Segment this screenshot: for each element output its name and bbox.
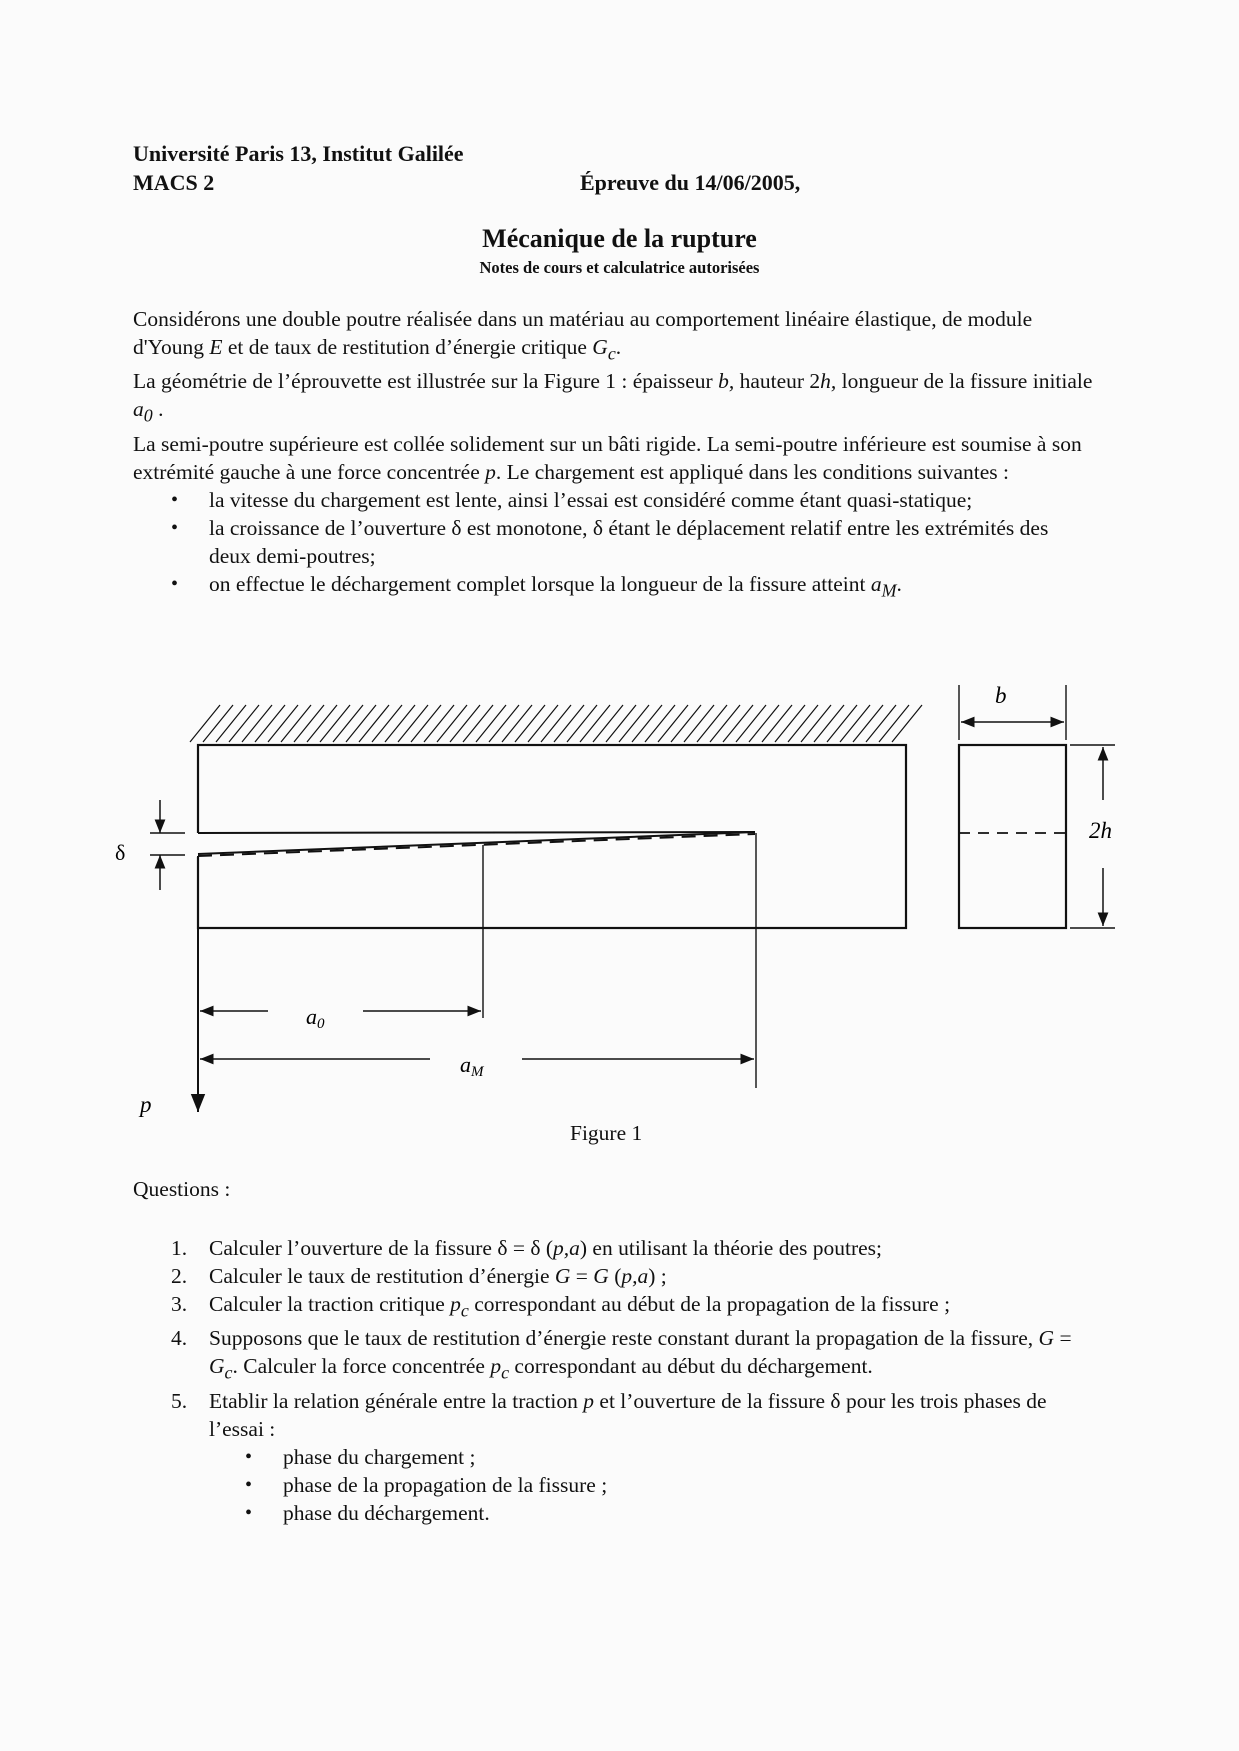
hatch-line [671, 705, 701, 742]
hatch-line [502, 705, 532, 742]
list-item: • la croissance de l’ouverture δ est monotone, δ étant le déplacement relatif entre les extrémités des deux demi-poutres; [133, 514, 1093, 570]
intro-text [133, 305, 1093, 604]
a0-label: a0 [306, 1004, 325, 1032]
hatch-line [411, 705, 441, 742]
hatch-line [684, 705, 714, 742]
hatch-line [840, 705, 870, 742]
hatch-line [749, 705, 779, 742]
hatch-line [385, 705, 415, 742]
question-item: 1. Calculer l’ouverture de la fissure δ = δ (p,a) en utilisant la théorie des poutres; [171, 1236, 883, 1260]
list-item: • on effectue le déchargement complet lorsque la longueur de la fissure atteint $a_M$. [133, 570, 1093, 604]
page-subtitle: Notes de cours et calculatrice autorisées [479, 258, 760, 277]
hatch-line [190, 705, 220, 742]
intro-paragraph-2: La géométrie de l’éprouvette est illustrée sur la Figure 1 : épaisseur b, hauteur 2h, longueur de la fissure initiale $a_0$ . [133, 369, 1093, 426]
loading-conditions-list [133, 486, 1093, 604]
hatch-line [450, 705, 480, 742]
questions-section [133, 1234, 1093, 1527]
hatch-line [853, 705, 883, 742]
hatch-line [593, 705, 623, 742]
hatch-line [632, 705, 662, 742]
hatch-line [255, 705, 285, 742]
list-item: • phase du chargement ; [133, 1443, 1093, 1471]
force-p-label: p [140, 1092, 152, 1117]
hatch-line [229, 705, 259, 742]
phases-list [133, 1443, 1093, 1527]
hatch-line [801, 705, 831, 742]
list-item: • la vitesse du chargement est lente, ainsi l’essai est considéré comme étant quasi-statique; [133, 486, 1093, 514]
hatch-line [762, 705, 792, 742]
figure-caption: Figure 1 [570, 1121, 643, 1145]
hatch-line [645, 705, 675, 742]
hatch-line [294, 705, 324, 742]
course-name: MACS 2 [133, 170, 215, 195]
questions-list [133, 1234, 1093, 1443]
hatch-line [242, 705, 272, 742]
hatch-line [723, 705, 753, 742]
hatch-line [528, 705, 558, 742]
question-item: 4. Supposons que le taux de restitution d’énergie reste constant durant la propagation de la fissure, $G = G_c$. Calculer la force concentrée $p_c$ correspondant au début du déchargement. [171, 1326, 1072, 1383]
hatch-line [567, 705, 597, 742]
intro-paragraph-1: Considérons une double poutre réalisée dans un matériau au comportement linéaire élastique, de module d'Young E et de taux de restitution d’énergie critique $G_c$. [133, 307, 1033, 364]
hatch-line [320, 705, 350, 742]
list-item: • phase de la propagation de la fissure ; [133, 1471, 1093, 1499]
hatch-line [307, 705, 337, 742]
hatch-line [606, 705, 636, 742]
hatch-line [619, 705, 649, 742]
hatch-line [216, 705, 246, 742]
intro-paragraph-3: La semi-poutre supérieure est collée solidement sur un bâti rigide. La semi-poutre inférieure est soumise à son extrémité gauche à une force concentrée p. Le chargement est appliqué dans les conditions suivantes : [133, 431, 1082, 484]
hatch-line [697, 705, 727, 742]
hatch-line [866, 705, 896, 742]
hatch-line [541, 705, 571, 742]
hatch-line [268, 705, 298, 742]
hatch-line [333, 705, 363, 742]
hatch-line [281, 705, 311, 742]
hatch-line [658, 705, 688, 742]
question-item: 5. Etablir la relation générale entre la traction p et l’ouverture de la fissure δ pour les trois phases de l’essai : [171, 1388, 1047, 1441]
aM-label: aM [460, 1052, 484, 1080]
hatch-line [203, 705, 233, 742]
hatch-line [398, 705, 428, 742]
hatch-line [710, 705, 740, 742]
hatch-line [580, 705, 610, 742]
2h-label: 2h [1089, 818, 1112, 843]
hatch-line [892, 705, 922, 742]
list-item: • phase du déchargement. [133, 1499, 1093, 1527]
delta-label: δ [115, 840, 126, 865]
hatch-line [554, 705, 584, 742]
hatch-line [463, 705, 493, 742]
hatch-line [476, 705, 506, 742]
hatch-line [489, 705, 519, 742]
questions-heading: Questions : [133, 1177, 231, 1201]
b-label: b [995, 683, 1007, 708]
hatch-line [424, 705, 454, 742]
hatch-line [346, 705, 376, 742]
institution-name: Université Paris 13, Institut Galilée [133, 141, 464, 166]
initial-lower-face-dashed [198, 834, 755, 856]
hatch-line [372, 705, 402, 742]
hatch-line [788, 705, 818, 742]
cross-section [959, 745, 1066, 928]
figure-1 [0, 670, 1239, 1150]
hatch-line [879, 705, 909, 742]
question-item: 3. Calculer la traction critique $p_c$ correspondant au début de la propagation de la fissure ; [171, 1292, 951, 1321]
hatch-line [775, 705, 805, 742]
question-item: 2. Calculer le taux de restitution d’énergie G = G (p,a) ; [171, 1264, 667, 1288]
double-beam [198, 745, 906, 928]
exam-date: Épreuve du 14/06/2005, [580, 170, 801, 195]
hatch-line [827, 705, 857, 742]
hatch-line [736, 705, 766, 742]
hatch-line [437, 705, 467, 742]
deformed-lower-face [198, 832, 755, 854]
hatch-line [515, 705, 545, 742]
rigid-support-hatching [190, 705, 922, 742]
hatch-line [359, 705, 389, 742]
page-title: Mécanique de la rupture [482, 224, 757, 253]
hatch-line [814, 705, 844, 742]
upper-crack-face [198, 832, 755, 833]
